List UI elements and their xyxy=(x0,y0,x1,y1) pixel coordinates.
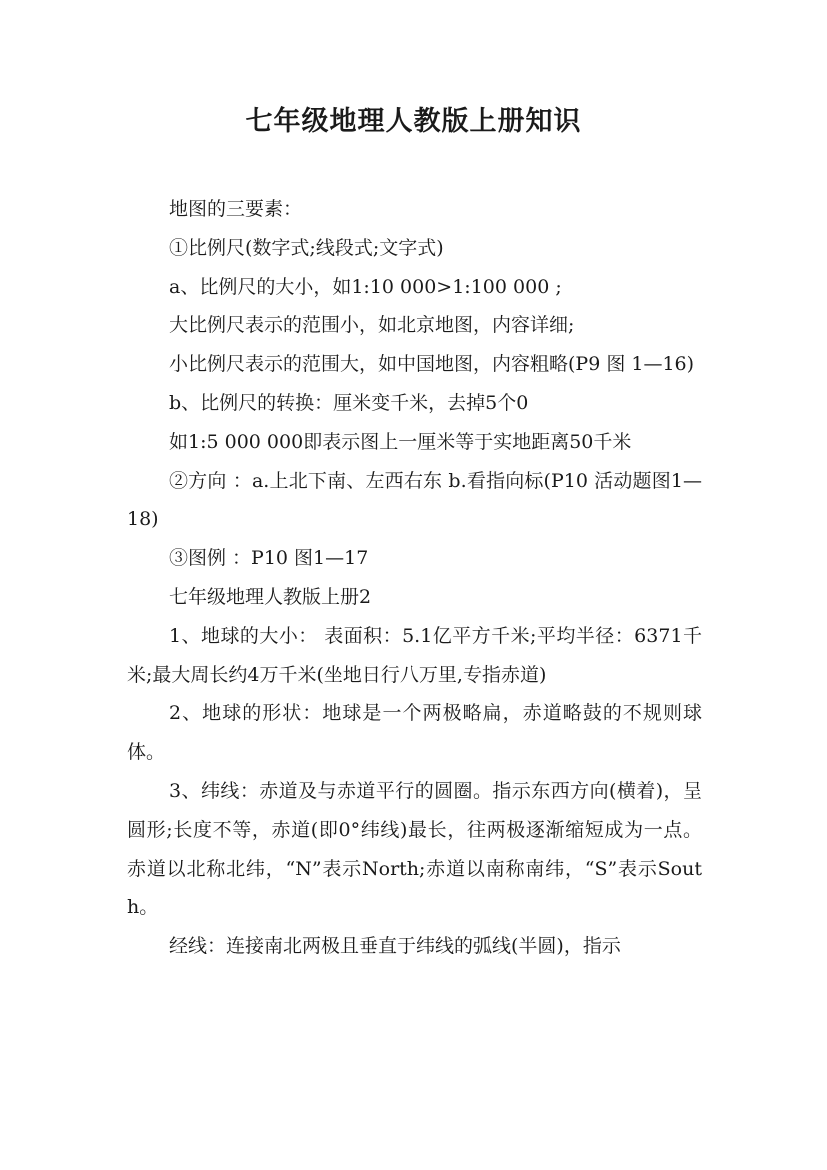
document-title: 七年级地理人教版上册知识 xyxy=(245,106,582,137)
paragraph: 小比例尺表示的范围大，如中国地图，内容粗略(P9 图 1—16) xyxy=(169,353,695,376)
document-body xyxy=(127,190,702,966)
paragraph: 七年级地理人教版上册2 xyxy=(169,585,372,608)
paragraph: ①比例尺(数字式;线段式;文字式) xyxy=(169,236,444,259)
paragraph: 如1:5 000 000即表示图上一厘米等于实地距离50千米 xyxy=(169,430,632,453)
paragraph: ③图例 ：P10 图1—17 xyxy=(169,547,369,570)
paragraph: 地图的三要素： xyxy=(169,198,303,220)
paragraph: ②方向 ：a.上北下南、左西右东 b.看指向标(P10 活动题图1—18) xyxy=(127,469,702,531)
paragraph: 3、纬线：赤道及与赤道平行的圆圈。指示东西方向(横着)，呈圆形;长度不等，赤道(即0°纬线)最长，往两极逐渐缩短成为一点。 赤道以北称北纬，“N”表示North;赤道以南称南纬，“S”表示South。 xyxy=(127,779,702,919)
paragraph: b、比例尺的转换：厘米变千米，去掉5个0 xyxy=(169,391,529,414)
paragraph: 2、地球的形状：地球是一个两极略扁，赤道略鼓的不规则球体。 xyxy=(127,702,702,764)
paragraph: a、比例尺的大小，如1:10 000>1:100 000 ; xyxy=(169,275,562,298)
paragraph: 大比例尺表示的范围小，如北京地图，内容详细; xyxy=(169,314,575,337)
paragraph: 1、地球的大小： 表面积：5.1亿平方千米;平均半径：6371千米;最大周长约4万千米(坐地日行八万里,专指赤道) xyxy=(127,624,702,686)
paragraph: 经线：连接南北两极且垂直于纬线的弧线(半圆)，指示 xyxy=(169,935,621,958)
